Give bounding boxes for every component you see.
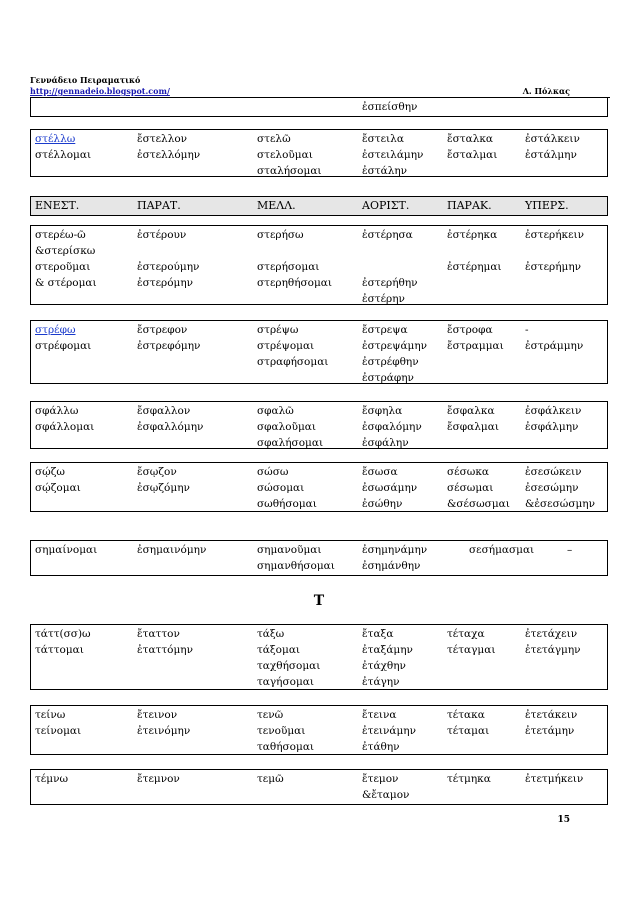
cell: &ἔταμον bbox=[362, 789, 410, 801]
cell: στελοῦμαι bbox=[257, 149, 313, 161]
cell: ἐσημηνάμην bbox=[362, 544, 428, 556]
cell: σημαίνομαι bbox=[35, 544, 98, 556]
cell: ἐσφαλόμην bbox=[362, 421, 422, 433]
page-number: 15 bbox=[557, 815, 570, 825]
col-aorist bbox=[362, 322, 427, 386]
table-block-strepho bbox=[30, 320, 608, 384]
cell: ἐτάθην bbox=[362, 741, 400, 753]
col-pluperfect bbox=[525, 771, 583, 787]
cell: ἐτετμήκειν bbox=[525, 773, 584, 785]
cell: ἔστειλα bbox=[362, 133, 404, 145]
col-perfect bbox=[447, 464, 510, 512]
header-aorist: ΑΟΡΙΣΤ. bbox=[362, 199, 410, 212]
cell: ἐστερήμην bbox=[525, 261, 582, 273]
cell: τέταμαι bbox=[447, 725, 490, 737]
cell: σώσω bbox=[257, 466, 289, 478]
cell: σεσήμασμαι bbox=[469, 544, 535, 556]
cell: &ἐσεσώσμην bbox=[525, 498, 595, 510]
cell: τείνω bbox=[35, 709, 66, 721]
col-present bbox=[35, 464, 81, 496]
col-aorist bbox=[362, 542, 427, 574]
cell: ἐστελλόμην bbox=[137, 149, 201, 161]
col-perfect bbox=[447, 707, 489, 739]
cell: σέσωμαι bbox=[447, 482, 494, 494]
col-present bbox=[35, 771, 68, 787]
cell: ταχθήσομαι bbox=[257, 660, 321, 672]
cell: ἔσωσα bbox=[362, 466, 398, 478]
col-imperfect bbox=[137, 403, 203, 435]
cell: ἐσῳζόμην bbox=[137, 482, 190, 494]
col-perfect bbox=[447, 131, 497, 163]
cell: ἔσταλκα bbox=[447, 133, 494, 145]
cell: ἐτάχθην bbox=[362, 660, 406, 672]
cell: σφάλλω bbox=[35, 405, 79, 417]
cell: ἔσταλμαι bbox=[447, 149, 498, 161]
table-block-temno bbox=[30, 769, 608, 805]
cell: ἐσφαλλόμην bbox=[137, 421, 204, 433]
cell: ἐτετάκειν bbox=[525, 709, 578, 721]
header-future: ΜΕΛΛ. bbox=[257, 199, 296, 212]
cell: ἔταξα bbox=[362, 628, 394, 640]
col-pluperfect bbox=[525, 464, 595, 512]
col-present bbox=[35, 707, 81, 739]
cell: σῴζομαι bbox=[35, 482, 81, 494]
col-aorist bbox=[362, 131, 423, 179]
blog-link[interactable]: http://gennadeio.blogspot.com/ bbox=[30, 86, 170, 96]
cell: ἔστρεφον bbox=[137, 324, 188, 336]
cell: τάξομαι bbox=[257, 644, 301, 656]
cell: στερήσομαι bbox=[257, 261, 320, 273]
table-block-teino bbox=[30, 705, 608, 755]
section-letter: Τ bbox=[313, 593, 325, 609]
table-block-stereo bbox=[30, 225, 608, 305]
cell: ἐσωσάμην bbox=[362, 482, 418, 494]
col-perfect bbox=[447, 227, 502, 275]
col-future bbox=[257, 131, 322, 179]
cell: ἐστέρην bbox=[362, 293, 405, 305]
col-present bbox=[35, 403, 94, 435]
cell: ἐστέρησα bbox=[362, 229, 413, 241]
col-perfect bbox=[447, 322, 504, 354]
col-perfect bbox=[447, 771, 491, 787]
cell: ἐτετάγμην bbox=[525, 644, 581, 656]
cell: ἔστελλον bbox=[137, 133, 188, 145]
cell: ἐστερήθην bbox=[362, 277, 418, 289]
col-perfect bbox=[447, 403, 499, 435]
cell: στρέψω bbox=[257, 324, 299, 336]
cell: σφαλήσομαι bbox=[257, 437, 324, 449]
col-future bbox=[257, 464, 317, 512]
cell: ἐτεινάμην bbox=[362, 725, 416, 737]
cell: ἐσεσώμην bbox=[525, 482, 579, 494]
col-future bbox=[257, 227, 332, 291]
cell: ἐσφάλην bbox=[362, 437, 409, 449]
cell: σημανθήσομαι bbox=[257, 560, 335, 572]
cell: ἔτεμνον bbox=[137, 773, 180, 785]
cell: τενῶ bbox=[257, 709, 284, 721]
cell: ἔσφηλα bbox=[362, 405, 403, 417]
col-imperfect bbox=[137, 227, 199, 291]
cell: ἐστερήκειν bbox=[525, 229, 585, 241]
cell: – bbox=[567, 544, 573, 556]
col-present bbox=[35, 626, 91, 658]
cell: ἐσώθην bbox=[362, 498, 403, 510]
cell: τέτμηκα bbox=[447, 773, 491, 785]
col-aorist bbox=[362, 403, 422, 451]
col-pluperfect bbox=[525, 322, 583, 354]
cell: ἐστέρηκα bbox=[447, 229, 498, 241]
header-perfect: ΠΑΡΑΚ. bbox=[447, 199, 492, 212]
cell: στερήσω bbox=[257, 229, 304, 241]
cell: ἐτάγην bbox=[362, 676, 400, 688]
cell: ἔστροφα bbox=[447, 324, 493, 336]
cell: ἔσφαλκα bbox=[447, 405, 495, 417]
cell: ἐστάλμην bbox=[525, 149, 577, 161]
cell: ἐτεινόμην bbox=[137, 725, 191, 737]
cell: ἐσημαινόμην bbox=[137, 544, 207, 556]
cell: ἐταττόμην bbox=[137, 644, 193, 656]
table-block-tatto bbox=[30, 624, 608, 690]
col-imperfect bbox=[137, 626, 193, 658]
cell-fragment: ἐσπείσθην bbox=[362, 101, 418, 113]
col-perfect bbox=[447, 626, 495, 658]
cell: τέταχα bbox=[447, 628, 485, 640]
col-aorist bbox=[362, 227, 418, 307]
header-pluperfect: ΥΠΕΡΣ. bbox=[525, 199, 569, 212]
cell: τέταγμαι bbox=[447, 644, 496, 656]
verb-link[interactable]: στρέφω bbox=[35, 324, 76, 336]
cell: ἐστράμμην bbox=[525, 340, 584, 352]
cell: τάξω bbox=[257, 628, 285, 640]
col-future bbox=[257, 626, 320, 690]
header-present: ΕΝΕΣΤ. bbox=[35, 199, 80, 212]
verb-link[interactable]: στέλλω bbox=[35, 133, 76, 145]
col-pluperfect bbox=[525, 131, 580, 163]
col-imperfect bbox=[137, 464, 190, 496]
col-future bbox=[257, 322, 328, 370]
cell: τάττ(σσ)ω bbox=[35, 628, 91, 640]
col-pluperfect bbox=[525, 403, 581, 435]
cell: σώσομαι bbox=[257, 482, 305, 494]
cell: τάττομαι bbox=[35, 644, 84, 656]
cell: ἐστράφην bbox=[362, 372, 414, 384]
col-imperfect bbox=[137, 707, 190, 739]
cell: τέμνω bbox=[35, 773, 69, 785]
cell: - bbox=[525, 324, 529, 336]
cell: στρέφομαι bbox=[35, 340, 92, 352]
col-future bbox=[257, 403, 323, 451]
col-pluperfect bbox=[525, 626, 581, 658]
col-present bbox=[35, 322, 91, 354]
cell: ἐσφάλμην bbox=[525, 421, 579, 433]
cell: στραφήσομαι bbox=[257, 356, 329, 368]
cell: ταγήσομαι bbox=[257, 676, 314, 688]
cell: σφάλλομαι bbox=[35, 421, 95, 433]
header-title: Γεννάδειο Πειραματικό bbox=[30, 75, 141, 85]
table-block-sozo bbox=[30, 462, 608, 512]
cell: ἐστρέφθην bbox=[362, 356, 419, 368]
cell: ἔτεινα bbox=[362, 709, 397, 721]
table-block-stello bbox=[30, 129, 608, 177]
cell: ἔτεμον bbox=[362, 773, 399, 785]
cell: τενοῦμαι bbox=[257, 725, 306, 737]
col-present bbox=[35, 227, 97, 291]
cell: τείνομαι bbox=[35, 725, 82, 737]
cell: ἐστερούμην bbox=[137, 261, 200, 273]
col-future bbox=[257, 771, 284, 787]
cell: ἐστειλάμην bbox=[362, 149, 424, 161]
cell: σφαλῶ bbox=[257, 405, 294, 417]
col-pluperfect bbox=[567, 542, 572, 558]
cell: ἐσημάνθην bbox=[362, 560, 421, 572]
cell: ἐτετάμην bbox=[525, 725, 575, 737]
cell: σταλήσομαι bbox=[257, 165, 322, 177]
cell: σημανοῦμαι bbox=[257, 544, 322, 556]
col-imperfect bbox=[137, 542, 206, 558]
cell: ἐστρεψάμην bbox=[362, 340, 428, 352]
col-aorist bbox=[362, 626, 413, 690]
cell: σωθήσομαι bbox=[257, 498, 317, 510]
header-imperfect: ΠΑΡΑΤ. bbox=[137, 199, 181, 212]
cell: ἐσεσώκειν bbox=[525, 466, 582, 478]
table-block-sphallo bbox=[30, 401, 608, 449]
cell: ἐστερόμην bbox=[137, 277, 194, 289]
col-aorist bbox=[362, 771, 409, 803]
cell: στέλλομαι bbox=[35, 149, 92, 161]
col-future bbox=[257, 542, 335, 574]
cell: στερέω-ῶ bbox=[35, 229, 86, 241]
cell: ἐστρεφόμην bbox=[137, 340, 201, 352]
table-block-fragment bbox=[30, 97, 608, 117]
col-present bbox=[35, 542, 97, 558]
cell: ἔταττον bbox=[137, 628, 180, 640]
cell: ἔσφαλμαι bbox=[447, 421, 499, 433]
col-imperfect bbox=[137, 131, 200, 163]
cell: &στερίσκω bbox=[35, 245, 96, 257]
table-header-row bbox=[30, 196, 608, 216]
col-future bbox=[257, 707, 314, 755]
cell: ἔστρεψα bbox=[362, 324, 408, 336]
col-perfect bbox=[469, 542, 534, 558]
col-pluperfect bbox=[525, 227, 584, 275]
table-block-semainomai bbox=[30, 540, 608, 576]
cell: ἔσῳζον bbox=[137, 466, 177, 478]
cell: & στέρομαι bbox=[35, 277, 97, 289]
cell: στερηθήσομαι bbox=[257, 277, 333, 289]
col-pluperfect bbox=[525, 707, 577, 739]
cell: ἔστραμμαι bbox=[447, 340, 504, 352]
cell: &σέσωσμαι bbox=[447, 498, 510, 510]
cell: ἔτεινον bbox=[137, 709, 178, 721]
cell: στεροῦμαι bbox=[35, 261, 91, 273]
cell: ἔσφαλλον bbox=[137, 405, 191, 417]
cell: ἐσφάλκειν bbox=[525, 405, 582, 417]
cell: τεμῶ bbox=[257, 773, 284, 785]
cell: ταθήσομαι bbox=[257, 741, 315, 753]
col-aorist bbox=[362, 707, 416, 755]
cell: στρέψομαι bbox=[257, 340, 315, 352]
cell: τέτακα bbox=[447, 709, 485, 721]
col-imperfect bbox=[137, 771, 180, 787]
cell: ἐστέρημαι bbox=[447, 261, 502, 273]
cell: ἐστέρουν bbox=[137, 229, 187, 241]
cell: στελῶ bbox=[257, 133, 291, 145]
header-author: Λ. Πόλκας bbox=[522, 86, 570, 96]
col-imperfect bbox=[137, 322, 200, 354]
col-aorist bbox=[362, 464, 417, 512]
cell: ἐτετάχειν bbox=[525, 628, 578, 640]
cell: ἐστάλκειν bbox=[525, 133, 580, 145]
cell: ἐταξάμην bbox=[362, 644, 413, 656]
cell: σέσωκα bbox=[447, 466, 489, 478]
cell: σφαλοῦμαι bbox=[257, 421, 317, 433]
col-present bbox=[35, 131, 91, 163]
cell: σῴζω bbox=[35, 466, 65, 478]
cell: ἐστάλην bbox=[362, 165, 408, 177]
